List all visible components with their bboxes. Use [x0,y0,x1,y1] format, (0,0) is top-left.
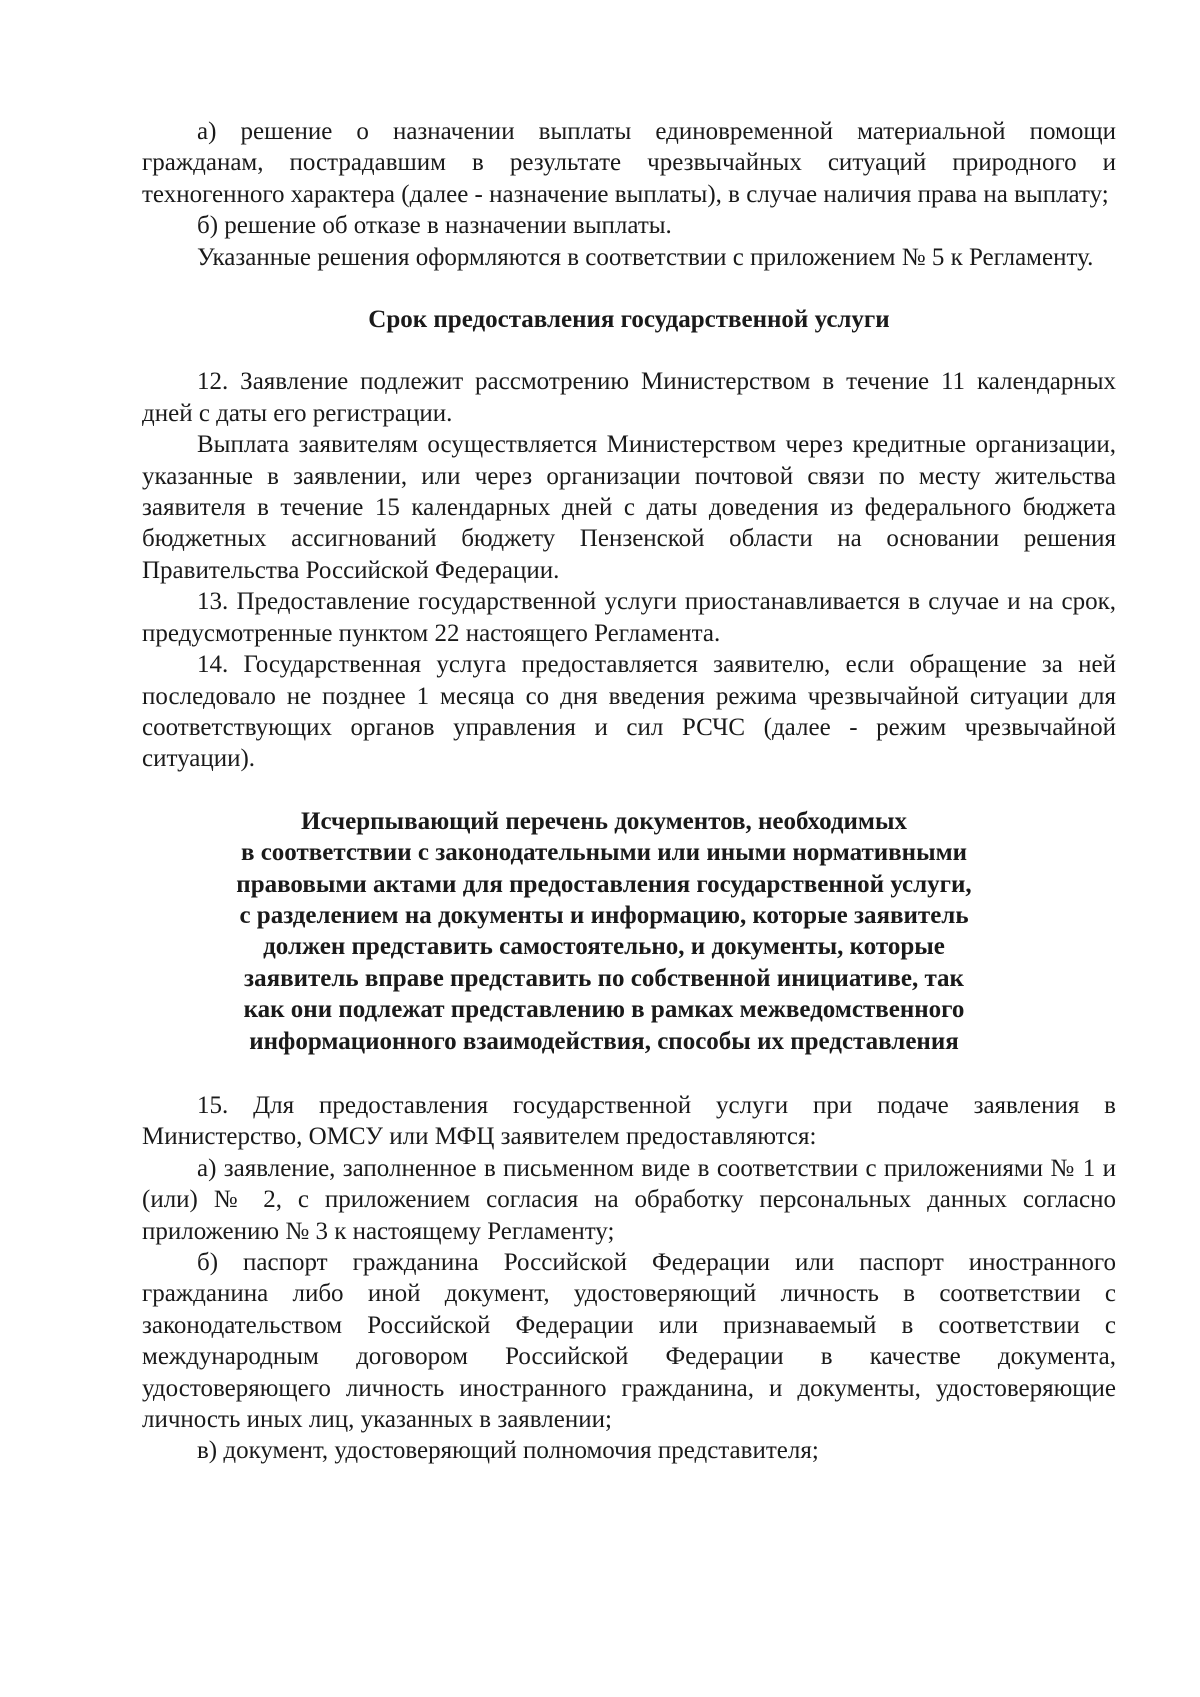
paragraph-15-v: в) документ, удостоверяющий полномочия представителя; [197,1437,819,1465]
heading-line: Исчерпывающий перечень документов, необходимых [301,807,907,835]
heading-line: должен представить самостоятельно, и документы, которые [263,933,945,961]
heading-service-term: Срок предоставления государственной услуги [368,306,890,334]
document-page [142,116,1116,1467]
paragraph-decision-payment: а) решение о назначении выплаты единовременной материальной помощи гражданам, пострадавшим в результате чрезвычайных ситуаций природного и техногенного характера (далее - назначение выплаты), в случае наличия права на выплату; [142,118,1116,208]
heading-line: с разделением на документы и информацию, которые заявитель [239,901,969,929]
heading-documents-list [142,806,1116,1057]
heading-line: в соответствии с законодательными или иными нормативными [240,839,968,867]
paragraph-14: 14. Государственная услуга предоставляется заявителю, если обращение за ней последовало не позднее 1 месяца со дня введения режима чрезвычайной ситуации для соответствующих органов управления и сил РСЧС (далее - режим чрезвычайной ситуации). [142,651,1116,773]
heading-line: информационного взаимодействия, способы их представления [249,1027,959,1055]
paragraph-payment: Выплата заявителям осуществляется Министерством через кредитные организации, указанные в заявлении, или через организации почтовой связи по месту жительства заявителя в течение 15 календарных дней с даты доведения из федерального бюджета бюджетных ассигнований бюджету Пензенской области на основании решения Правительства Российской Федерации. [142,431,1116,584]
paragraph-decision-refusal: б) решение об отказе в назначении выплаты. [197,212,672,240]
paragraph-12: 12. Заявление подлежит рассмотрению Министерством в течение 11 календарных дней с даты его регистрации. [142,368,1116,427]
heading-line: как они подлежат представлению в рамках межведомственного [243,996,965,1024]
paragraph-15: 15. Для предоставления государственной услуги при подаче заявления в Министерство, ОМСУ или МФЦ заявителем предоставляются: [142,1091,1116,1151]
paragraph-decisions-format: Указанные решения оформляются в соответствии с приложением № 5 к Регламенту. [197,243,1094,271]
heading-line: правовыми актами для предоставления государственной услуги, [236,870,972,898]
paragraph-15-b: б) паспорт гражданина Российской Федерации или паспорт иностранного гражданина либо иной документ, удостоверяющий личность в соответствии с законодательством Российской Федерации или признаваемый в соответствии с международным договором Российской Федерации в качестве документа, удостоверяющего личность иностранного гражданина, и документы, удостоверяющие личность иных лиц, указанных в заявлении; [142,1249,1116,1434]
heading-line: заявитель вправе представить по собственной инициативе, так [244,964,964,992]
paragraph-15-a: а) заявление, заполненное в письменном виде в соответствии с приложениями № 1 и (или) № 2, с приложением согласия на обработку персональных данных согласно приложению № 3 к настоящему Регламенту; [142,1154,1116,1245]
paragraph-13: 13. Предоставление государственной услуги приостанавливается в случае и на срок, предусмотренные пунктом 22 настоящего Регламента. [142,588,1116,647]
